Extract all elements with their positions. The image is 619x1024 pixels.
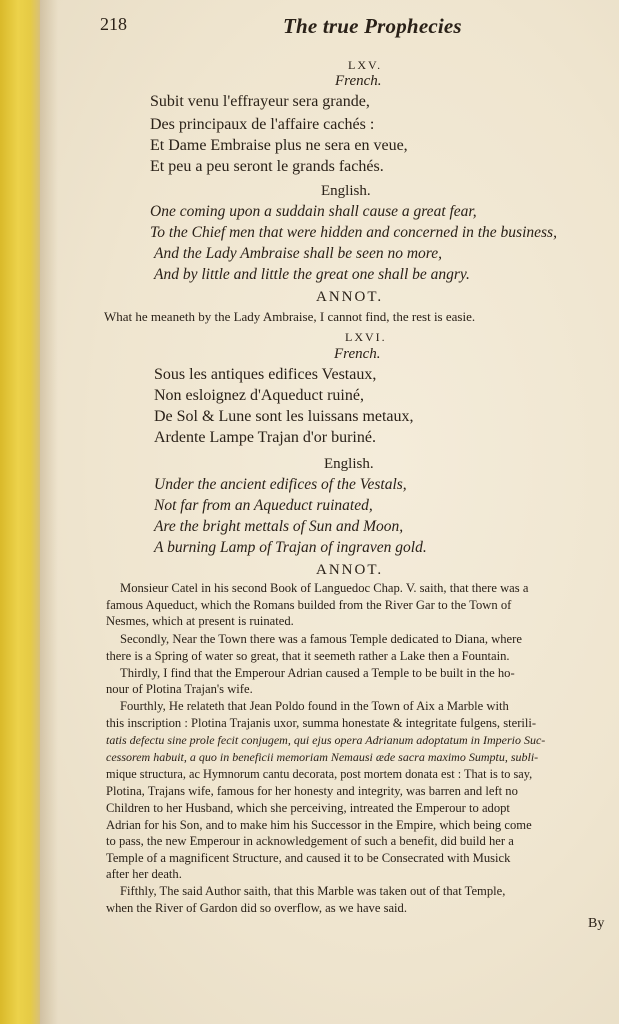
annot-line: Adrian for his Son, and to make him his Successor in the Empire, which being come — [106, 818, 532, 832]
annot-line: famous Aqueduct, which the Romans builded from the River Gar to the Town of — [106, 598, 512, 612]
english-verse-line: And by little and little the great one shall be angry. — [154, 266, 470, 283]
gutter-shadow — [40, 0, 58, 1024]
french-verse-line: Ardente Lampe Trajan d'or buriné. — [154, 429, 376, 446]
annot-line: Temple of a magnificent Structure, and caused it to be Consecrated with Musick — [106, 851, 511, 865]
annot-line: Children to her Husband, which she perceiving, intreated the Emperour to adopt — [106, 801, 510, 815]
english-verse-line: To the Chief men that were hidden and concerned in the business, — [150, 224, 557, 241]
annot-line: Secondly, Near the Town there was a famous Temple dedicated to Diana, where — [120, 632, 522, 646]
annot-line: cessorem habuit, a quo in beneficii memoriam Nemausi æde sacra maximo Sumptu, subli- — [106, 750, 539, 764]
french-verse-line: Subit venu l'effrayeur sera grande, — [150, 93, 370, 110]
annot-line: to pass, the new Emperour in acknowledgement of such a benefit, did build her a — [106, 834, 514, 848]
english-verse-line: Are the bright mettals of Sun and Moon, — [154, 518, 404, 535]
french-heading: French. — [334, 346, 381, 362]
catchword: By — [588, 916, 605, 931]
page-edge-gilt — [0, 0, 40, 1024]
french-verse-line: De Sol & Lune sont les luissans metaux, — [154, 408, 414, 425]
annot-line: Fifthly, The said Author saith, that this Marble was taken out of that Temple, — [120, 884, 506, 898]
page-number: 218 — [100, 14, 127, 34]
quatrain-number: LXV. — [348, 58, 383, 72]
annot-line: after her death. — [106, 867, 182, 881]
annot-heading: ANNOT. — [316, 289, 384, 305]
annot-text: What he meaneth by the Lady Ambraise, I cannot find, the rest is easie. — [104, 309, 476, 324]
english-verse-line: Under the ancient edifices of the Vestals, — [154, 476, 407, 493]
french-verse-line: Et peu a peu seront le grands fachés. — [150, 158, 384, 175]
annot-line: nour of Plotina Trajan's wife. — [106, 682, 253, 696]
english-heading: English. — [321, 183, 371, 199]
french-verse-line: Sous les antiques edifices Vestaux, — [154, 366, 377, 383]
english-verse-line: Not far from an Aqueduct ruinated, — [154, 497, 373, 514]
english-heading: English. — [324, 456, 374, 472]
annot-line: when the River of Gardon did so overflow, as we have said. — [106, 901, 408, 915]
annot-line: mique structura, ac Hymnorum cantu decorata, post mortem donata est : That is to say, — [106, 767, 533, 781]
annot-line: tatis defectu sine prole fecit conjugem, qui ejus opera Adrianum adoptatum in Imperio Suc- — [106, 733, 546, 747]
annot-heading: ANNOT. — [316, 562, 384, 578]
quatrain-number: LXVI. — [345, 330, 387, 344]
annot-line: Monsieur Catel in his second Book of Languedoc Chap. V. saith, that there was a — [120, 581, 529, 595]
annot-line: Thirdly, I find that the Emperour Adrian caused a Temple to be built in the ho- — [120, 666, 515, 680]
french-verse-line: Des principaux de l'affaire cachés : — [150, 116, 375, 133]
annot-line: Nesmes, which at present is ruinated. — [106, 614, 294, 628]
running-title: The true Prophecies — [283, 14, 462, 38]
french-verse-line: Et Dame Embraise plus ne sera en veue, — [150, 137, 408, 154]
annot-line: this inscription : Plotina Trajanis uxor, summa honestate & integritate fulgens, sterili- — [106, 716, 537, 730]
annot-line: there is a Spring of water so great, that it seemeth rather a Lake then a Fountain. — [106, 649, 510, 663]
french-heading: French. — [335, 73, 382, 89]
english-verse-line: One coming upon a suddain shall cause a great fear, — [150, 203, 477, 220]
annot-line: Plotina, Trajans wife, famous for her honesty and integrity, was barren and left no — [106, 784, 518, 798]
english-verse-line: And the Lady Ambraise shall be seen no more, — [154, 245, 443, 262]
french-verse-line: Non esloignez d'Aqueduct ruiné, — [154, 387, 364, 404]
annot-line: Fourthly, He relateth that Jean Poldo found in the Town of Aix a Marble with — [120, 699, 509, 713]
english-verse-line: A burning Lamp of Trajan of ingraven gold. — [154, 539, 427, 556]
